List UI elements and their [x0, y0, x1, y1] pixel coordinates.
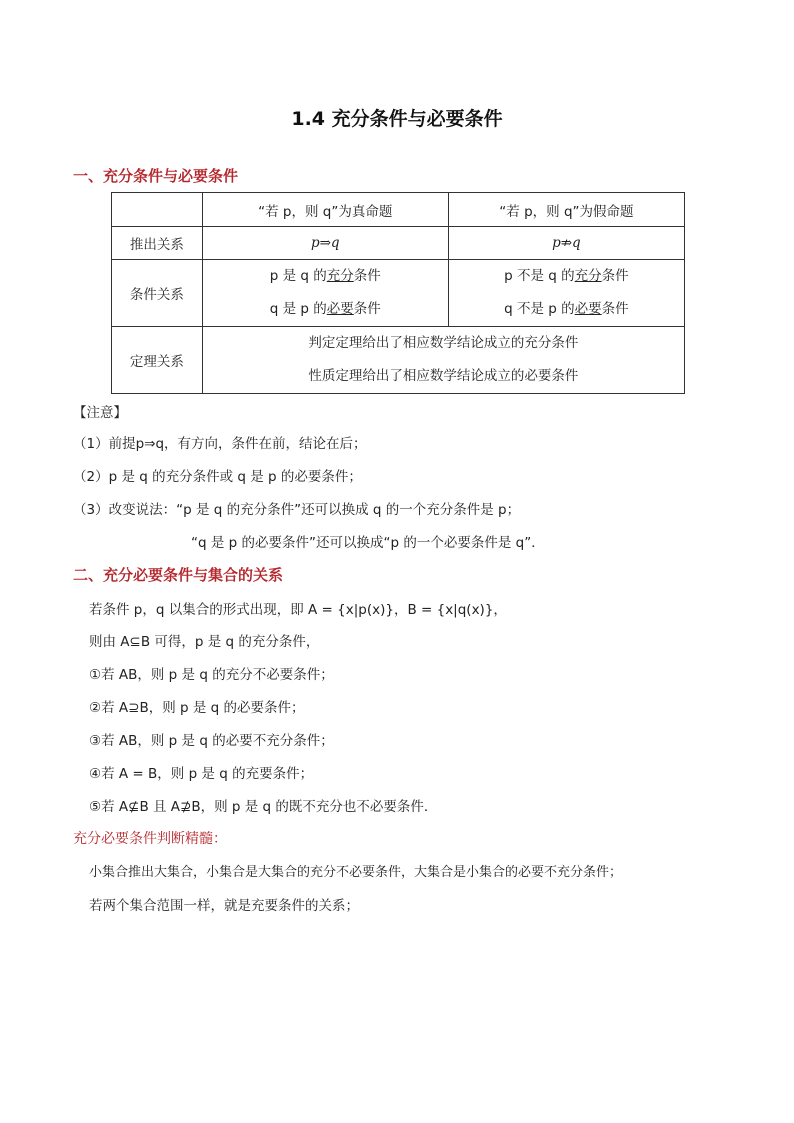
cell-line [449, 260, 684, 293]
cell-line [203, 293, 448, 326]
table-cell [202, 327, 684, 394]
row-label: 推出关系 [112, 227, 203, 260]
theorem-line-1: 判定定理给出了相应数学结论成立的充分条件 [308, 335, 579, 351]
tip-title: 充分必要条件判断精髓： [73, 831, 227, 847]
body-line: ①若 AB，则 p 是 q 的充分不必要条件； [89, 667, 334, 683]
body-line: 若条件 p，q 以集合的形式出现，即 A = {x|p(x)}，B = {x|q(x)}， [89, 602, 507, 618]
section-heading-2: 二、充分必要条件与集合的关系 [73, 566, 284, 584]
text: 条件 [601, 268, 629, 284]
text: q 是 p 的 [269, 301, 327, 317]
tip-line: 小集合推出大集合，小集合是大集合的充分不必要条件，大集合是小集合的必要不充分条件； [89, 865, 623, 880]
table-cell [448, 227, 684, 260]
table-row [112, 227, 685, 260]
text: 条件 [353, 301, 381, 317]
note-item: “q 是 p 的必要条件”还可以换成“p 的一个必要条件是 q”． [191, 535, 545, 551]
text: q 不是 p 的 [504, 301, 575, 317]
body-line: ②若 A⊇B，则 p 是 q 的必要条件； [89, 700, 305, 716]
page-title: 1.4 充分条件与必要条件 [291, 108, 503, 130]
table-header-true: “若 p，则 q”为真命题 [202, 193, 448, 227]
text: 条件 [353, 268, 381, 284]
note-title: 【注意】 [73, 405, 127, 421]
underlined-text: 必要 [574, 301, 602, 317]
table-row [112, 327, 685, 394]
table-cell [202, 260, 448, 327]
cell-line [449, 293, 684, 326]
body-line: 则由 A⊆B 可得，p 是 q 的充分条件， [89, 634, 320, 650]
row-label: 定理关系 [112, 327, 203, 394]
cell-line [203, 260, 448, 293]
theorem-line-2: 性质定理给出了相应数学结论成立的必要条件 [308, 368, 579, 384]
note-item: （1）前提p⇒q，有方向，条件在前，结论在后； [73, 436, 367, 452]
note-item: （3）改变说法：“p 是 q 的充分条件”还可以换成 q 的一个充分条件是 p； [73, 502, 521, 518]
underlined-text: 充分 [574, 268, 602, 284]
table-cell [112, 193, 203, 227]
body-line: ④若 A = B，则 p 是 q 的充要条件； [89, 766, 314, 782]
row-label: 条件关系 [112, 260, 203, 327]
table-header-false: “若 p，则 q”为假命题 [448, 193, 684, 227]
body-line: ③若 AB，则 p 是 q 的必要不充分条件； [89, 733, 334, 749]
condition-table [111, 192, 685, 394]
implies-text: p⇒q [310, 235, 340, 251]
underlined-text: 必要 [326, 301, 354, 317]
table-row [112, 260, 685, 327]
text: p 不是 q 的 [504, 268, 575, 284]
text: p 是 q 的 [269, 268, 327, 284]
underlined-text: 充分 [326, 268, 354, 284]
note-item: （2）p 是 q 的充分条件或 q 是 p 的必要条件； [73, 469, 362, 485]
tip-line: 若两个集合范围一样，就是充要条件的关系； [89, 898, 359, 914]
table-cell [448, 260, 684, 327]
not-implies-text: p⇏q [552, 235, 581, 251]
table-cell [202, 227, 448, 260]
section-heading-1: 一、充分条件与必要条件 [73, 167, 239, 185]
table-row [112, 193, 685, 227]
text: 条件 [601, 301, 629, 317]
body-line: ⑤若 A⊈B 且 A⊉B，则 p 是 q 的既不充分也不必要条件． [89, 799, 438, 815]
